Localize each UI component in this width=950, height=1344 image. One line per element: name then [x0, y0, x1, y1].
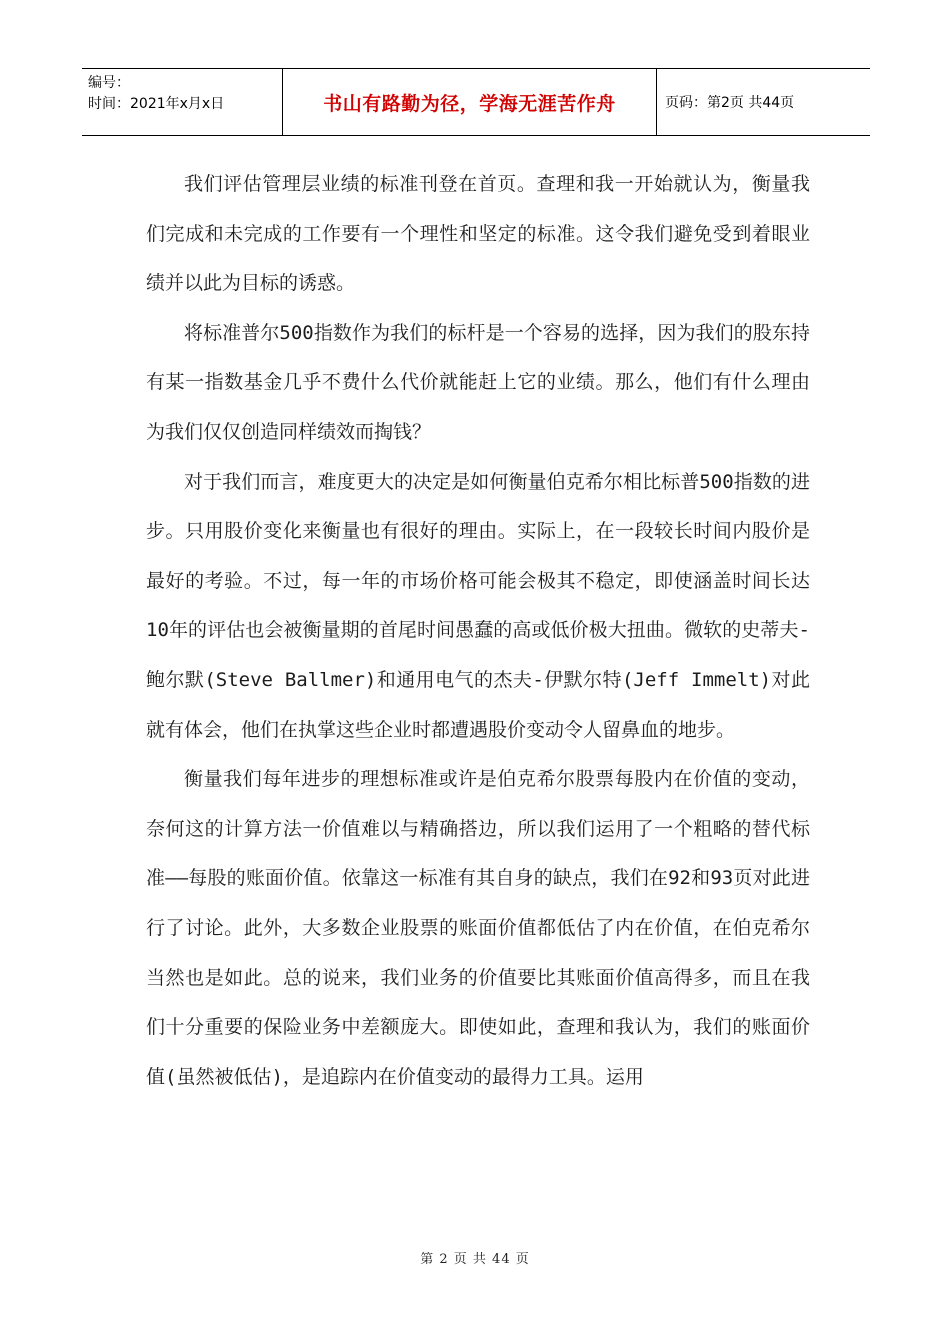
- header-meta: [82, 69, 283, 135]
- paragraph: 衡量我们每年进步的理想标准或许是伯克希尔股票每股内在价值的变动，奈何这的计算方法一价值难以与精确搭边，所以我们运用了一个粗略的替代标准——每股的账面价值。依靠这一标准有其自身的缺点，我们在92和93页对此进行了讨论。此外，大多数企业股票的账面价值都低估了内在价值，在伯克希尔当然也是如此。总的说来，我们业务的价值要比其账面价值高得多，而且在我们十分重要的保险业务中差额庞大。即使如此，查理和我认为，我们的账面价值(虽然被低估)，是追踪内在价值变动的最得力工具。运用: [146, 768, 810, 1088]
- paragraph: 将标准普尔500指数作为我们的标杆是一个容易的选择，因为我们的股东持有某一指数基金几乎不费什么代价就能赶上它的业绩。那么，他们有什么理由为我们仅仅创造同样绩效而掏钱？: [146, 321, 810, 443]
- doc-time-label: 时间：2021年x月x日: [88, 96, 225, 112]
- paragraph: 我们评估管理层业绩的标准刊登在首页。查理和我一开始就认为，衡量我们完成和未完成的工作要有一个理性和坚定的标准。这令我们避免受到着眼业绩并以此为目标的诱惑。: [146, 173, 810, 295]
- page-footer: 第 2 页 共 44 页: [420, 1252, 530, 1267]
- document-body: [146, 160, 810, 1102]
- header-page-code: 页码：第2页 共44页: [665, 95, 795, 111]
- page-header: [82, 68, 870, 136]
- header-motto: 书山有路勤为径，学海无涯苦作舟: [283, 69, 657, 135]
- doc-number-label: 编号：: [88, 75, 130, 91]
- paragraph: 对于我们而言，难度更大的决定是如何衡量伯克希尔相比标普500指数的进步。只用股价变化来衡量也有很好的理由。实际上，在一段较长时间内股价是最好的考验。不过，每一年的市场价格可能会极其不稳定，即使涵盖时间长达10年的评估也会被衡量期的首尾时间愚蠢的高或低价极大扭曲。微软的史蒂夫-鲍尔默(Steve Ballmer)和通用电气的杰夫-伊默尔特(Jeff Immelt)对此就有体会，他们在执掌这些企业时都遭遇股价变动令人留鼻血的地步。: [146, 470, 810, 741]
